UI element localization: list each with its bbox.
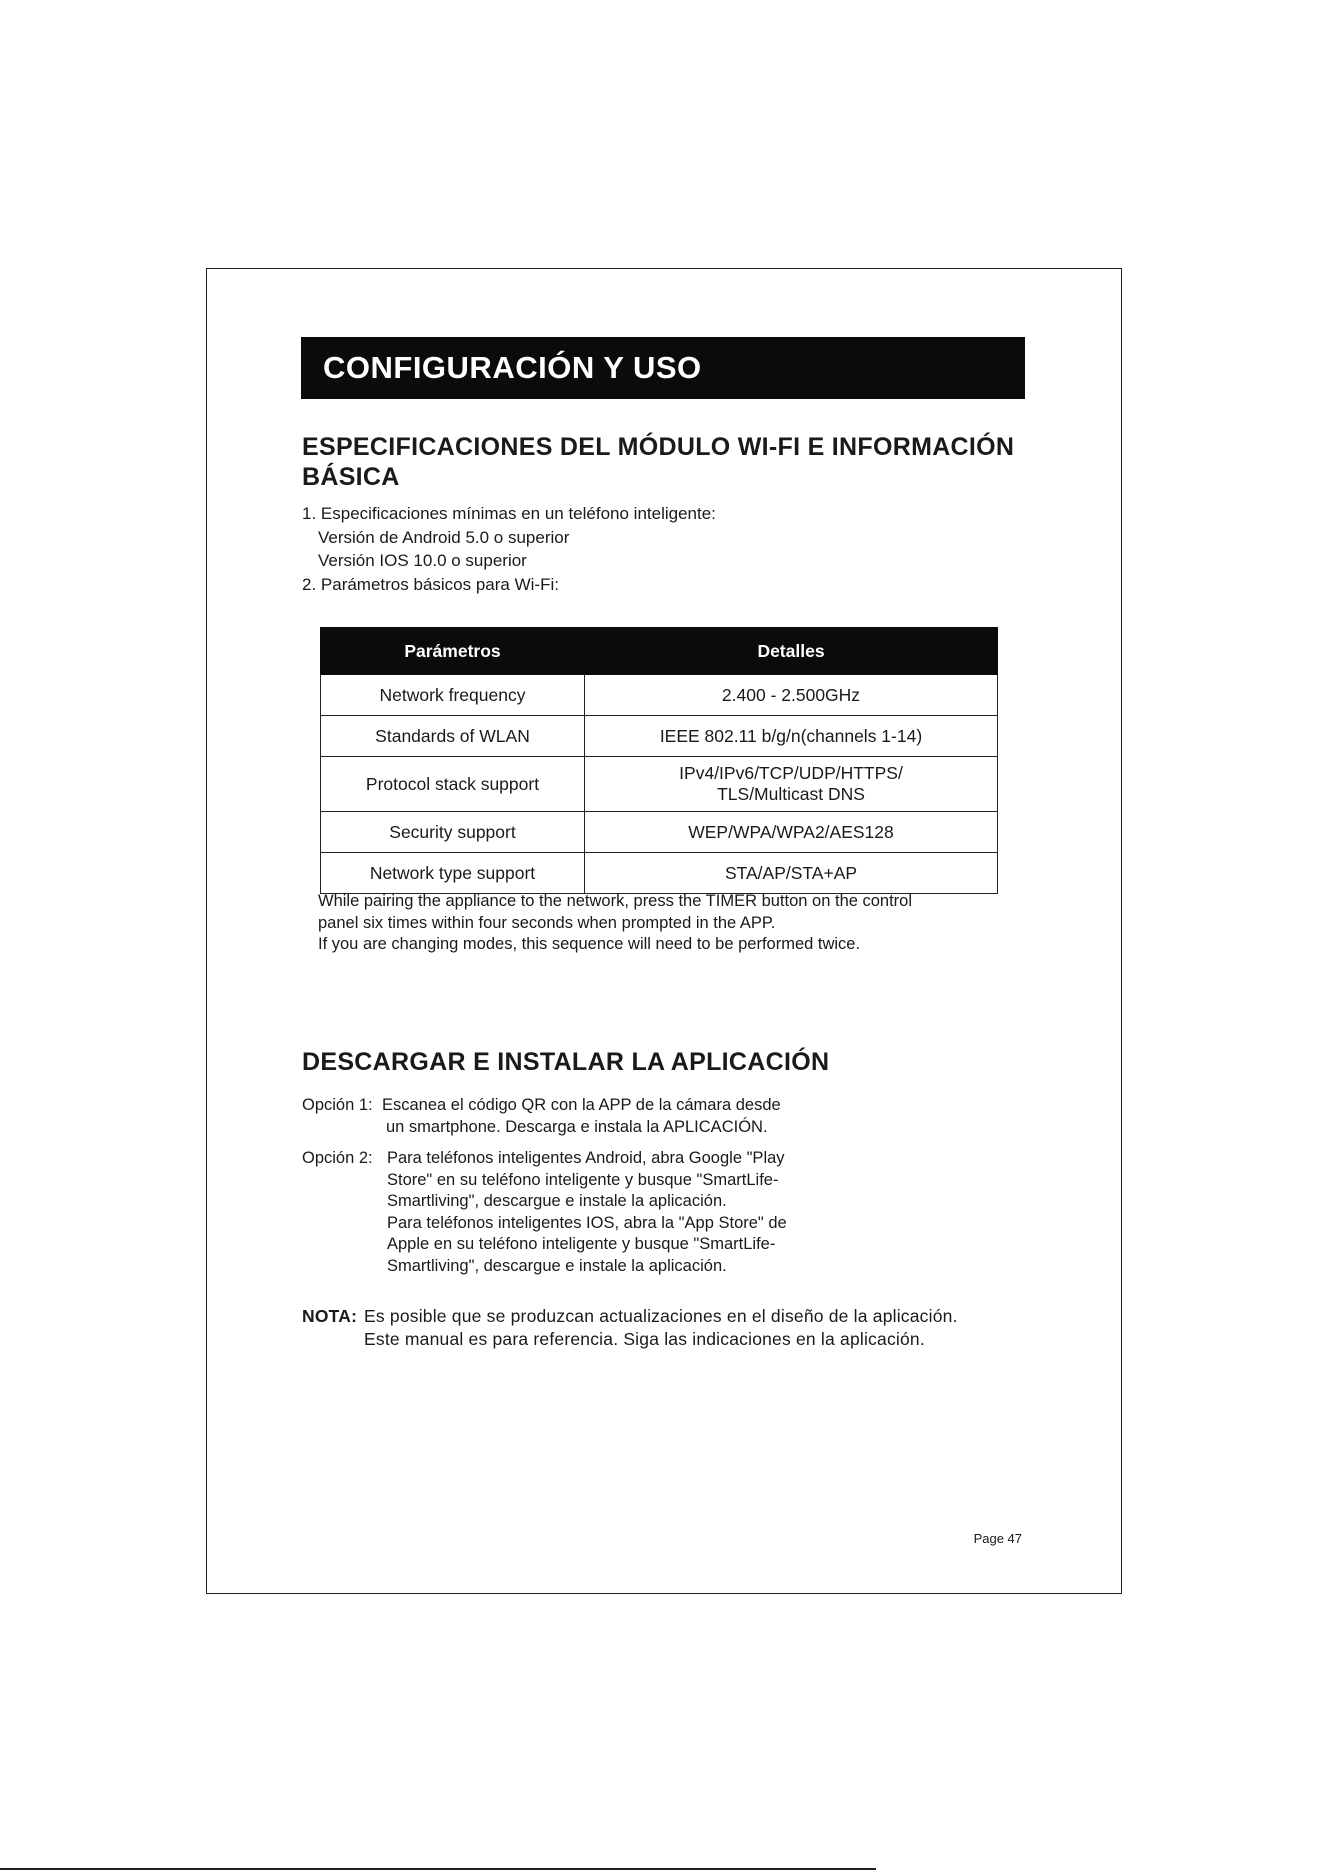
detail-cell: 2.400 - 2.500GHz xyxy=(585,675,998,716)
page-number: Page 47 xyxy=(973,1531,1022,1546)
option-1-text xyxy=(382,1095,1002,1138)
wifi-params-table xyxy=(320,627,998,894)
table-row xyxy=(321,853,998,894)
nota-label: NOTA: xyxy=(302,1306,358,1326)
section-banner xyxy=(301,337,1025,399)
nota-line: Este manual es para referencia. Siga las indicaciones en la aplicación. xyxy=(364,1328,925,1349)
spec-item-2: 2. Parámetros básicos para Wi-Fi: xyxy=(302,574,559,594)
option-line: Escanea el código QR con la APP de la cámara desde xyxy=(382,1096,781,1114)
download-option-2 xyxy=(302,1148,1002,1277)
detail-cell: STA/AP/STA+AP xyxy=(585,853,998,894)
detail-cell: WEP/WPA/WPA2/AES128 xyxy=(585,812,998,853)
spec-item-1-android: Versión de Android 5.0 o superior xyxy=(318,527,570,547)
param-cell: Protocol stack support xyxy=(321,757,585,812)
param-cell: Network frequency xyxy=(321,675,585,716)
pairing-note-line: panel six times within four seconds when prompted in the APP. xyxy=(318,913,776,932)
option-line: Smartliving", descargue e instale la aplicación. xyxy=(387,1192,727,1210)
banner-title: CONFIGURACIÓN Y USO xyxy=(323,350,702,385)
spec-heading-line2: BÁSICA xyxy=(302,463,400,491)
table-header-row xyxy=(321,628,998,675)
spec-heading-line1: ESPECIFICACIONES DEL MÓDULO WI-FI E INFORMACIÓN xyxy=(302,433,1015,461)
option-1-label: Opción 1: xyxy=(302,1096,373,1114)
spec-item-1: 1. Especificaciones mínimas en un teléfono inteligente: xyxy=(302,504,716,523)
nota-block xyxy=(302,1305,1042,1350)
pairing-note-line: While pairing the appliance to the network, press the TIMER button on the control xyxy=(318,892,913,910)
option-line: Apple en su teléfono inteligente y busque "SmartLife- xyxy=(387,1235,776,1253)
spec-heading xyxy=(302,432,1042,492)
bottom-rule xyxy=(0,1868,876,1870)
spec-list xyxy=(302,502,1022,596)
download-heading: DESCARGAR E INSTALAR LA APLICACIÓN xyxy=(302,1048,830,1076)
pairing-note xyxy=(318,891,1038,956)
header-detalles: Detalles xyxy=(585,628,998,675)
header-parametros: Parámetros xyxy=(321,628,585,675)
option-line: Store" en su teléfono inteligente y busque "SmartLife- xyxy=(387,1170,779,1189)
param-cell: Network type support xyxy=(321,853,585,894)
option-line: Para teléfonos inteligentes IOS, abra la "App Store" de xyxy=(387,1213,787,1232)
nota-text xyxy=(364,1305,1042,1350)
param-cell: Security support xyxy=(321,812,585,853)
nota-line: Es posible que se produzcan actualizaciones en el diseño de la aplicación. xyxy=(364,1306,958,1326)
detail-cell xyxy=(585,757,998,812)
option-line: Para teléfonos inteligentes Android, abra Google "Play xyxy=(387,1149,785,1167)
detail-line: TLS/Multicast DNS xyxy=(717,784,865,804)
spec-item-1-ios: Versión IOS 10.0 o superior xyxy=(318,551,527,570)
detail-cell: IEEE 802.11 b/g/n(channels 1-14) xyxy=(585,716,998,757)
pairing-note-line: If you are changing modes, this sequence will need to be performed twice. xyxy=(318,935,861,953)
param-cell: Standards of WLAN xyxy=(321,716,585,757)
table-row xyxy=(321,716,998,757)
detail-line: IPv4/IPv6/TCP/UDP/HTTPS/ xyxy=(679,763,903,783)
option-2-text xyxy=(387,1148,1002,1277)
table-row xyxy=(321,757,998,812)
download-option-1 xyxy=(302,1095,1002,1138)
option-line: un smartphone. Descarga e instala la APLICACIÓN. xyxy=(386,1117,768,1136)
option-line: Smartliving", descargue e instale la aplicación. xyxy=(387,1256,727,1275)
option-2-label: Opción 2: xyxy=(302,1149,373,1167)
table-row xyxy=(321,812,998,853)
table-row xyxy=(321,675,998,716)
